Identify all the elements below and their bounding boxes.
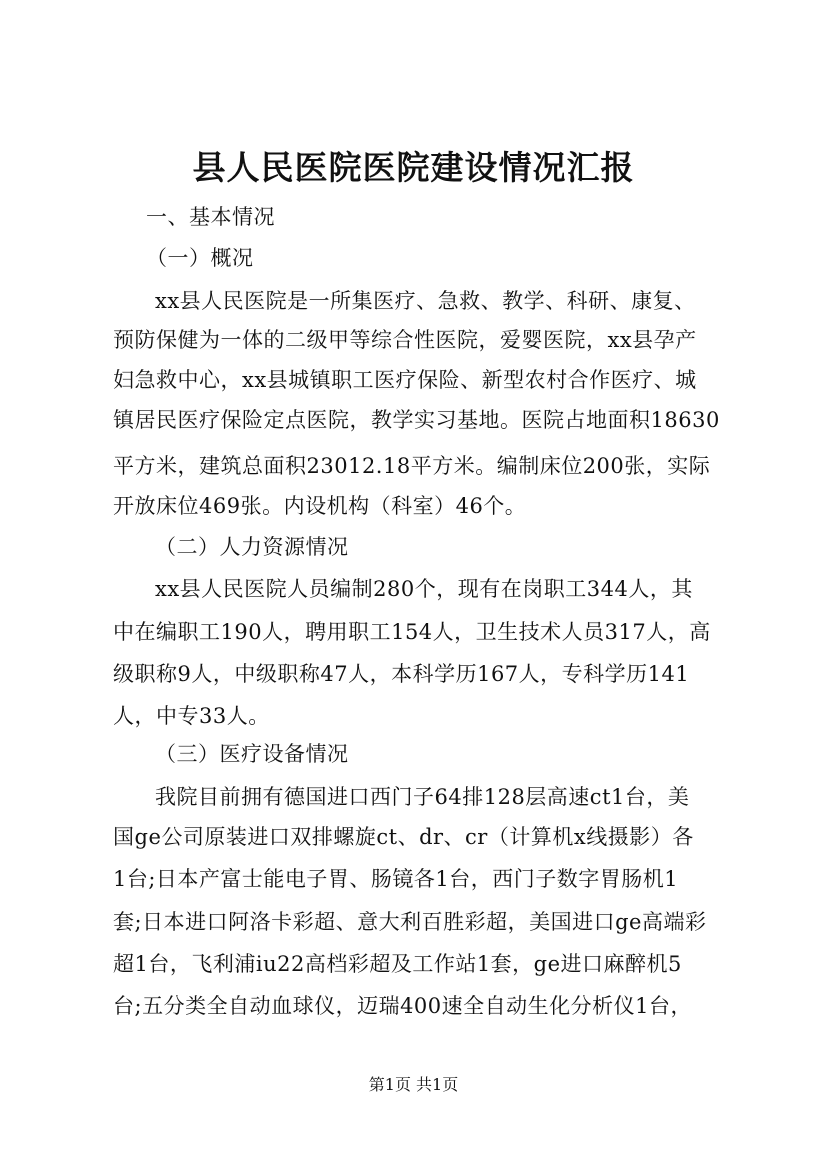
subsection-heading-human-resources: （二）人力资源情况 (155, 535, 349, 559)
paragraph-line: 国ge公司原装进口双排螺旋ct、dr、cr（计算机x线摄影）各 (113, 825, 694, 849)
paragraph-line: xx县人民医院人员编制280个，现有在岗职工344人，其 (155, 577, 693, 601)
subsection-heading-overview: （一）概况 (146, 246, 254, 270)
section-heading-basic-info: 一、基本情况 (146, 205, 275, 229)
page-footer: 第1页 共1页 (368, 1075, 459, 1094)
paragraph-line: 1台;日本产富士能电子胃、肠镜各1台，西门子数字胃肠机1 (113, 867, 679, 891)
paragraph-line: 台;五分类全自动血球仪，迈瑞400速全自动生化分析仪1台， (113, 994, 693, 1018)
paragraph-line: 中在编职工190人，聘用职工154人，卫生技术人员317人，高 (113, 620, 711, 644)
paragraph-line: 预防保健为一体的二级甲等综合性医院，爱婴医院，xx县孕产 (113, 328, 697, 352)
document-title: 县人民医院医院建设情况汇报 (192, 148, 635, 187)
paragraph-line: 平方米，建筑总面积23012.18平方米。编制床位200张，实际 (113, 454, 711, 478)
paragraph-line: 妇急救中心，xx县城镇职工医疗保险、新型农村合作医疗、城 (113, 368, 697, 392)
subsection-heading-medical-equipment: （三）医疗设备情况 (155, 742, 349, 766)
paragraph-line: xx县人民医院是一所集医疗、急救、教学、科研、康复、 (155, 289, 696, 313)
paragraph-line: 级职称9人，中级职称47人，本科学历167人，专科学历141 (113, 662, 690, 686)
paragraph-line: 我院目前拥有德国进口西门子64排128层高速ct1台，美 (155, 785, 690, 809)
paragraph-line: 超1台，飞利浦iu22高档彩超及工作站1套，ge进口麻醉机5 (113, 952, 682, 976)
paragraph-line: 人，中专33人。 (113, 704, 270, 728)
paragraph-line: 套;日本进口阿洛卡彩超、意大利百胜彩超，美国进口ge高端彩 (113, 910, 707, 934)
paragraph-line: 镇居民医疗保险定点医院，教学实习基地。医院占地面积18630 (113, 408, 720, 432)
paragraph-line: 开放床位469张。内设机构（科室）46个。 (113, 494, 527, 518)
